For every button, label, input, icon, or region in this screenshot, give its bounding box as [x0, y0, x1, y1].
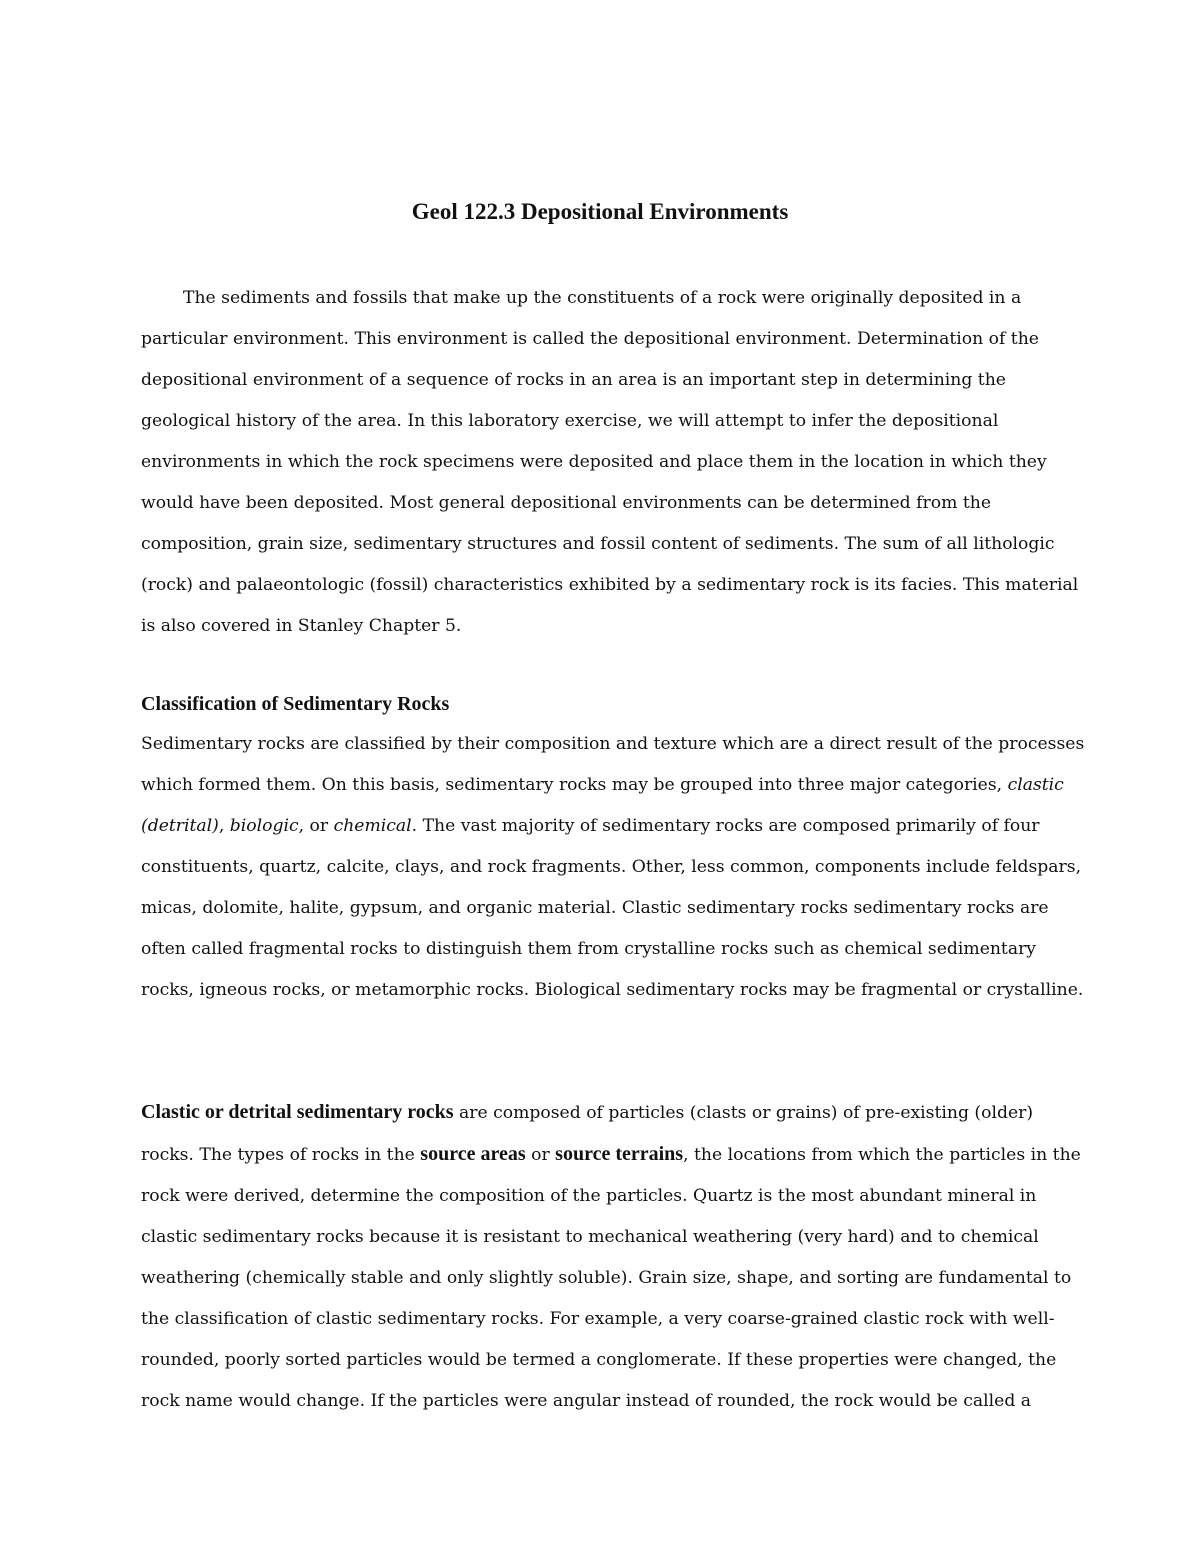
- classification-text-1: Sedimentary rocks are classified by their composition and texture which are a direct result of the processes which formed them. On this basis, sedimentary rocks may be grouped into three major categories,: [141, 734, 1085, 795]
- clastic-separator: or: [525, 1145, 556, 1165]
- clastic-paragraph: [141, 1092, 1091, 1422]
- term-clastic-detrital-rocks: Clastic or detrital sedimentary rocks: [141, 1101, 454, 1123]
- intro-paragraph: The sediments and fossils that make up the constituents of a rock were originally deposited in a particular environment. This environment is called the depositional environment. Determination of the depositional environment of a sequence of rocks in an area is an important step in determining the geological history of the area. In this laboratory exercise, we will attempt to infer the depositional environments in which the rock specimens were deposited and place them in the location in which they would have been deposited. Most general depositional environments can be determined from the composition, grain size, sedimentary structures and fossil content of sediments. The sum of all lithologic (rock) and palaeontologic (fossil) characteristics exhibited by a sedimentary rock is its facies. This material is also covered in Stanley Chapter 5.: [141, 288, 1079, 636]
- classification-text-2: . The vast majority of sedimentary rocks are composed primarily of four constituents, quartz, calcite, clays, and rock fragments. Other, less common, components include feldspars, micas, dolomite, halite, gypsum, and organic material. Clastic sedimentary rocks sedimentary rocks are often called fragmental rocks to distinguish them from crystalline rocks such as chemical sedimentary rocks, igneous rocks, or metamorphic rocks. Biological sedimentary rocks may be fragmental or crystalline.: [141, 816, 1084, 1000]
- term-source-terrains: source terrains: [555, 1143, 684, 1165]
- classification-separator: ,: [218, 816, 230, 836]
- term-clastic-detrital: clastic (detrital): [141, 775, 1064, 836]
- clastic-text-1: are composed of particles (clasts or grains) of pre-existing (older) rocks. The types of rocks in the: [141, 1103, 1034, 1165]
- term-biologic: biologic: [229, 816, 299, 836]
- clastic-text-2: , the locations from which the particles in the rock were derived, determine the composition of the particles. Quartz is the most abundant mineral in clastic sedimentary rocks because it is resistant to mechanical weathering (very hard) and to chemical weathering (chemically stable and only slightly soluble). Grain size, shape, and sorting are fundamental to the classification of clastic sedimentary rocks. For example, a very coarse-grained clastic rock with well-rounded, poorly sorted particles would be termed a conglomerate. If these properties were changed, the rock name would change. If the particles were angular instead of rounded, the rock would be called a: [141, 1145, 1081, 1411]
- page-title: Geol 122.3 Depositional Environments: [411, 199, 789, 224]
- term-source-areas: source areas: [420, 1143, 526, 1165]
- term-chemical: chemical: [333, 816, 412, 836]
- classification-paragraph: [141, 724, 1091, 1011]
- classification-separator: , or: [298, 816, 334, 836]
- section-heading-classification: Classification of Sedimentary Rocks: [141, 693, 450, 715]
